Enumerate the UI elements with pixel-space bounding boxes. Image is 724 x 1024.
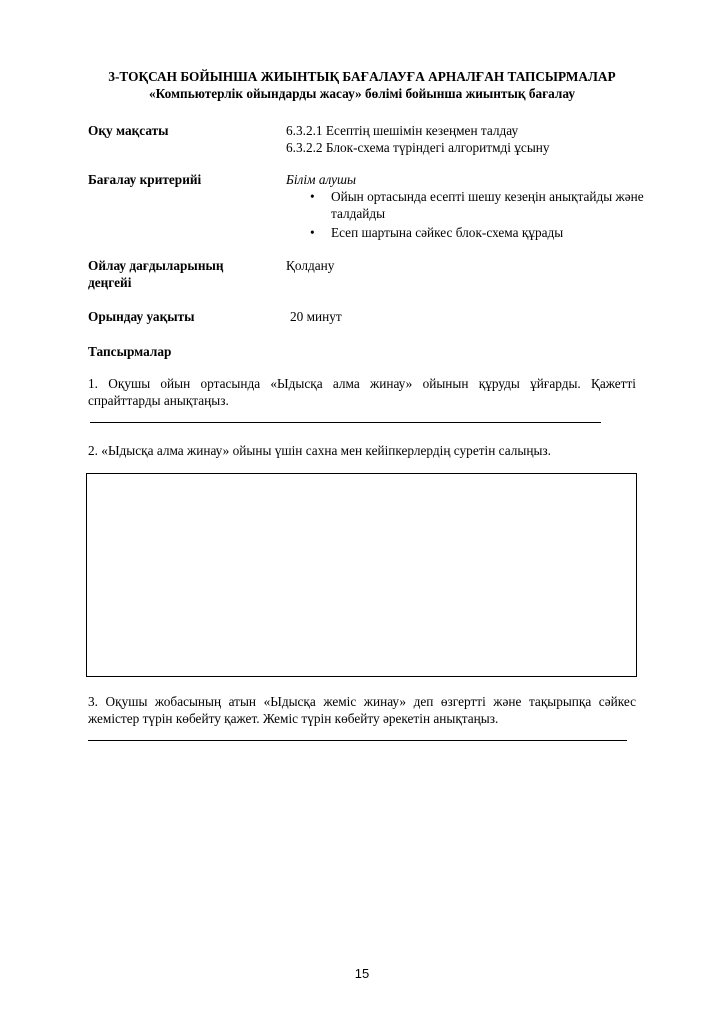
objective-item: 6.3.2.2 Блок-схема түріндегі алгоритмді ұсыну: [286, 140, 550, 155]
task-3-text: 3. Оқушы жобасының атын «Ыдысқа жеміс жинау» деп өзгертті және тақырыпқа сәйкес жемістер түрін көбейту қажет. Жеміс түрін көбейту әрекетін анықтаңыз.: [88, 694, 636, 726]
objective-values: [286, 122, 646, 156]
objective-label: Оқу мақсаты: [88, 123, 169, 138]
task-1-text: 1. Оқушы ойын ортасында «Ыдысқа алма жинау» ойынын құруды ұйғарды. Қажетті спрайттарды анықтаңыз.: [88, 376, 636, 408]
criteria-item: • Ойын ортасында есепті шешу кезеңін анықтайды және талдайды: [286, 188, 646, 222]
time-value: 20 минут: [290, 309, 342, 324]
thinking-value: Қолдану: [286, 258, 335, 273]
time-label: Орындау уақыты: [88, 309, 195, 324]
task-3-answer-line[interactable]: [88, 740, 627, 741]
criteria-intro: Білім алушы: [286, 172, 357, 187]
title-subtitle: «Компьютерлік ойындарды жасау» бөлімі бойынша жиынтық бағалау: [148, 86, 576, 101]
thinking-label: Ойлау дағдыларының деңгейі: [88, 258, 224, 290]
task-2-text: 2. «Ыдысқа алма жинау» ойыны үшін сахна мен кейіпкерлердің суретін салыңыз.: [88, 443, 551, 458]
objective-item: 6.3.2.1 Есептің шешімін кезеңмен талдау: [286, 123, 519, 138]
tasks-heading: Тапсырмалар: [88, 344, 172, 359]
criteria-list: [286, 188, 646, 241]
page-header: [70, 68, 654, 102]
task-1-answer-line[interactable]: [90, 422, 601, 423]
title-main: 3-ТОҚСАН БОЙЫНША ЖИЫНТЫҚ БАҒАЛАУҒА АРНАЛҒАН ТАПСЫРМАЛАР: [108, 69, 616, 84]
task-2-drawing-box[interactable]: [86, 473, 637, 677]
criteria-item: • Есеп шартына сәйкес блок-схема құрады: [286, 224, 646, 241]
page-number: 15: [354, 966, 370, 981]
criteria-label: Бағалау критерийі: [88, 172, 202, 187]
criteria-values: [286, 171, 646, 241]
